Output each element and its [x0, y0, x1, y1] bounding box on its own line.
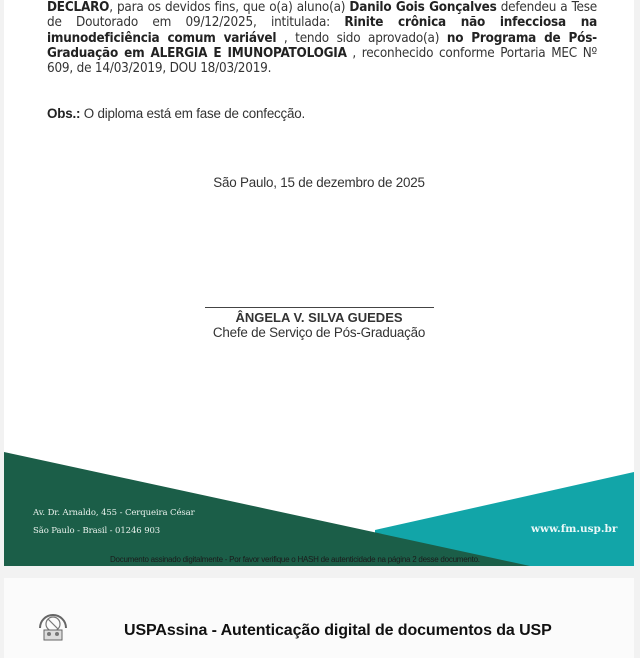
program-name: no Programa de Pós- Graduação em ALERGIA E IMUNOPATOLOGIA [47, 30, 597, 61]
footer-website: www.fm.usp.br [531, 523, 618, 535]
signatory-role: Chefe de Serviço de Pós-Graduação [212, 325, 426, 340]
footer-graphic [4, 0, 634, 566]
declaro-label: DECLARO [47, 0, 110, 15]
uspassina-title: USPAssina - Autenticação digital de documentos da USP [124, 622, 552, 639]
obs-label: Obs.: [47, 106, 81, 121]
student-name: Danilo Gois Gonçalves [349, 0, 497, 15]
thesis-title: Rinite crônica não infecciosa na imunodeficiência comum variável [47, 15, 598, 46]
footer-address-line2: São Paulo - Brasil - 01246 903 [33, 526, 161, 536]
document-page-2 [4, 578, 634, 658]
date-line: São Paulo, 15 de dezembro de 2025 [213, 175, 425, 190]
signatory-name: ÂNGELA V. SILVA GUEDES [235, 310, 403, 325]
usp-crest-icon [36, 608, 70, 642]
declaration-paragraph: DECLARO, para os devidos fins, que o(a) aluno(a) Danilo Gois Gonçalves defendeu a Tese de Doutorado em 09/12/2025, intitulada: Rinite crônica não infecciosa na imunodeficiência comum variável , tendo sido aprovado(a) no Programa de Pós- Graduação em ALERGIA E IMUNOPATOLOGIA , reconhecido conforme Portaria MEC Nº 609, de 14/03/2019, DOU 18/03/2019. [47, 0, 598, 77]
obs-text: O diploma está em fase de confecção. [80, 106, 306, 121]
document-page-1 [4, 0, 634, 566]
digital-signature-note: Documento assinado digitalmente - Por favor verifique o HASH de autenticidade na página 2 desse documento. [110, 555, 480, 564]
footer-address-line1: Av. Dr. Arnaldo, 455 - Cerqueira César [33, 508, 195, 518]
